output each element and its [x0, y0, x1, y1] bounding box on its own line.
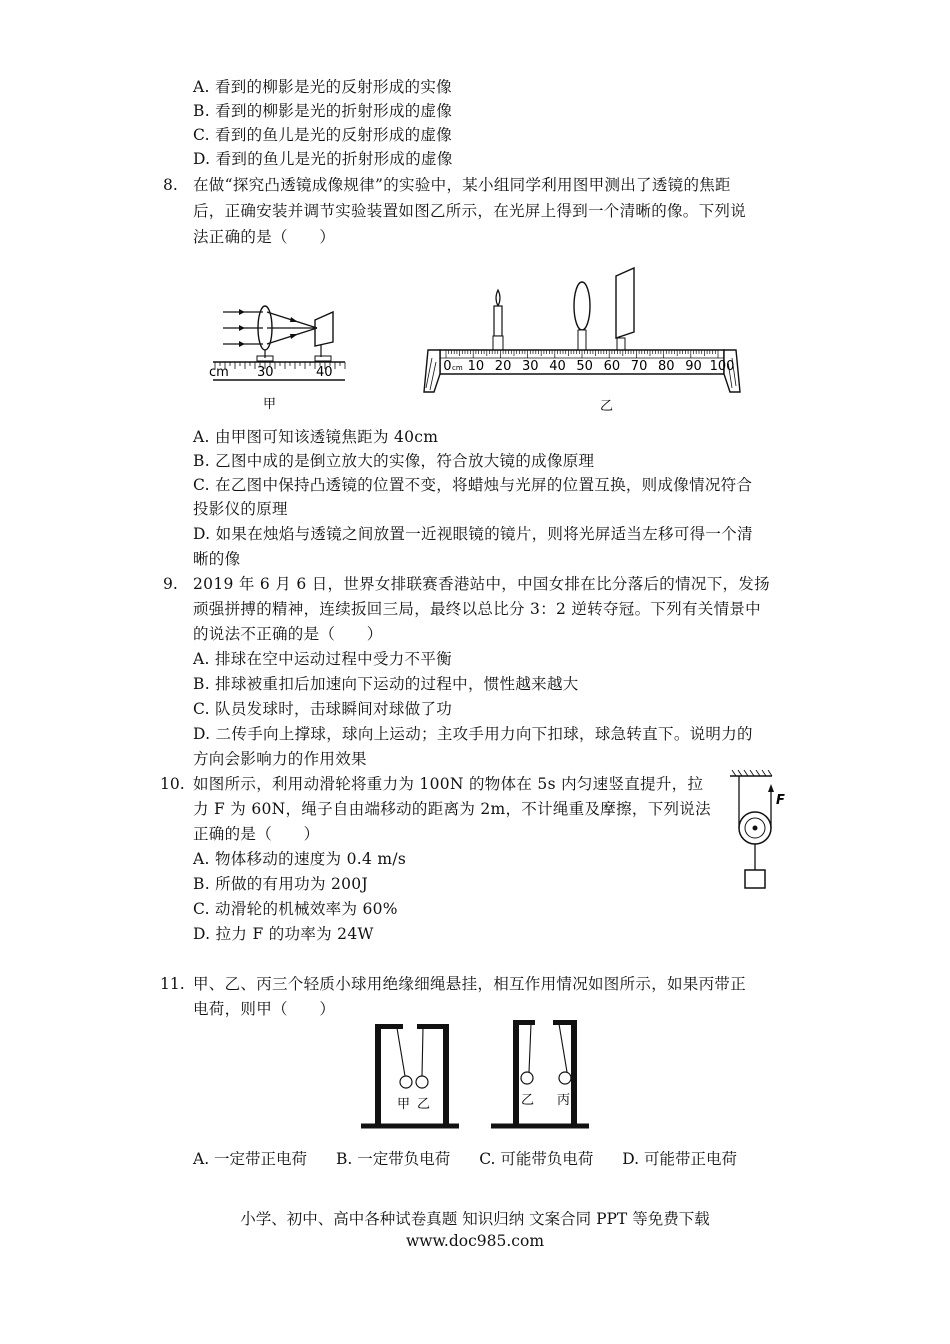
figure-jia-caption: 甲	[263, 397, 277, 412]
bench-tick-label: 10	[467, 359, 485, 374]
bench-tick-label: 50	[576, 359, 593, 374]
q11-option-d: D. 可能带正电荷	[622, 1150, 738, 1168]
q10-option-d: D. 拉力 F 的功率为 24W	[193, 925, 374, 943]
bench-tick-label: 0	[443, 359, 452, 374]
q9-option-b: B. 排球被重扣后加速向下运动的过程中，惯性越来越大	[193, 675, 579, 693]
q10-number: 10.	[160, 775, 185, 793]
q7-option-d: D. 看到的鱼儿是光的折射形成的虚像	[193, 150, 453, 168]
figure-jia-lens-focal	[205, 290, 350, 415]
q10-option-c: C. 动滑轮的机械效率为 60%	[193, 900, 398, 918]
footer-url: www.doc985.com	[405, 1232, 545, 1250]
bench-tick-label: 60	[603, 359, 621, 374]
q10-stem-line: 如图所示，利用动滑轮将重力为 100N 的物体在 5s 内匀速竖直提升，拉	[193, 775, 704, 793]
figure-jia-tick-30: 30	[257, 365, 274, 380]
figure-jia-tick-40: 40	[316, 365, 333, 380]
arrow-up-icon	[768, 784, 774, 792]
q9-option-d: D. 二传手向上撑球，球向上运动；主攻手用力向下扣球，球急转直下。说明力的	[193, 725, 753, 743]
q11-stem-line: 甲、乙、丙三个轻质小球用绝缘细绳悬挂，相互作用情况如图所示，如果丙带正	[193, 975, 747, 993]
ball-label-yi-2: 乙	[521, 1093, 535, 1108]
q11-stem-line: 电荷，则甲（ ）	[193, 1000, 336, 1018]
q9-number: 9.	[163, 575, 178, 593]
q9-option-d-cont: 方向会影响力的作用效果	[193, 750, 367, 768]
bench-tick-label: 90	[685, 359, 702, 374]
q11-option-b: B. 一定带负电荷	[336, 1150, 451, 1168]
q10-stem-line: 正确的是（ ）	[193, 825, 320, 843]
figure-movable-pulley	[722, 770, 797, 895]
q8-option-c: C. 在乙图中保持凸透镜的位置不变，将蜡烛与光屏的位置互换，则成像情况符合	[193, 476, 753, 494]
figure-charged-balls	[355, 1018, 595, 1130]
q8-stem-line: 后，正确安装并调节实验装置如图乙所示，在光屏上得到一个清晰的像。下列说	[193, 202, 747, 220]
bench-tick-label: 100	[709, 359, 735, 374]
q8-option-a: A. 由甲图可知该透镜焦距为 40cm	[193, 428, 439, 446]
q9-option-a: A. 排球在空中运动过程中受力不平衡	[193, 650, 452, 668]
bench-tick-label: 80	[658, 359, 675, 374]
bench-tick-label: 40	[549, 359, 566, 374]
q8-option-c-cont: 投影仪的原理	[193, 500, 288, 518]
q8-stem-line: 在做“探究凸透镜成像规律”的实验中，某小组同学利用图甲测出了透镜的焦距	[193, 176, 731, 194]
ball-label-bing: 丙	[557, 1093, 571, 1108]
ball-label-jia: 甲	[397, 1097, 411, 1112]
q8-option-b: B. 乙图中成的是倒立放大的实像，符合放大镜的成像原理	[193, 452, 595, 470]
q8-number: 8.	[163, 176, 178, 194]
q10-option-a: A. 物体移动的速度为 0.4 m/s	[193, 850, 407, 868]
bench-tick-label: 20	[494, 359, 512, 374]
figure-jia-unit: cm	[209, 365, 229, 380]
q7-option-c: C. 看到的鱼儿是光的反射形成的虚像	[193, 126, 453, 144]
q11-option-a: A. 一定带正电荷	[193, 1150, 308, 1168]
force-label: F	[776, 793, 785, 808]
q8-option-d-cont: 晰的像	[193, 550, 241, 568]
q11-number: 11.	[160, 975, 185, 993]
q9-option-c: C. 队员发球时，击球瞬间对球做了功	[193, 700, 453, 718]
candle-flame-icon	[496, 290, 500, 306]
q7-option-a: A. 看到的柳影是光的反射形成的实像	[193, 78, 452, 96]
q9-stem-line: 的说法不正确的是（ ）	[193, 625, 383, 643]
q8-option-d: D. 如果在烛焰与透镜之间放置一近视眼镜的镜片，则将光屏适当左移可得一个清	[193, 525, 753, 543]
q10-option-b: B. 所做的有用功为 200J	[193, 875, 368, 893]
bench-tick-label: 30	[522, 359, 539, 374]
convex-lens-icon	[574, 282, 590, 330]
q7-option-b: B. 看到的柳影是光的折射形成的虚像	[193, 102, 453, 120]
weight-block-icon	[745, 870, 765, 888]
ball-label-yi: 乙	[417, 1097, 431, 1112]
light-screen-icon	[616, 268, 634, 338]
q8-stem-line: 法正确的是（ ）	[193, 228, 336, 246]
q11-option-c: C. 可能带负电荷	[479, 1150, 594, 1168]
bench-unit: cm	[452, 364, 463, 372]
q10-stem-line: 力 F 为 60N，绳子自由端移动的距离为 2m，不计绳重及摩擦，下列说法	[193, 800, 711, 818]
footer-text: 小学、初中、高中各种试卷真题 知识归纳 文案合同 PPT 等免费下载	[240, 1210, 710, 1228]
candle-icon	[494, 306, 502, 336]
q11-options	[193, 1148, 761, 1170]
figure-yi-caption: 乙	[600, 399, 614, 414]
figure-yi-optical-bench	[420, 262, 745, 417]
q9-stem-line: 顽强拼搏的精神，连续扳回三局，最终以总比分 3：2 逆转夺冠。下列有关情景中	[193, 600, 761, 618]
q9-stem-line: 2019 年 6 月 6 日，世界女排联赛香港站中，中国女排在比分落后的情况下，发扬	[193, 575, 770, 593]
bench-tick-label: 70	[630, 359, 648, 374]
